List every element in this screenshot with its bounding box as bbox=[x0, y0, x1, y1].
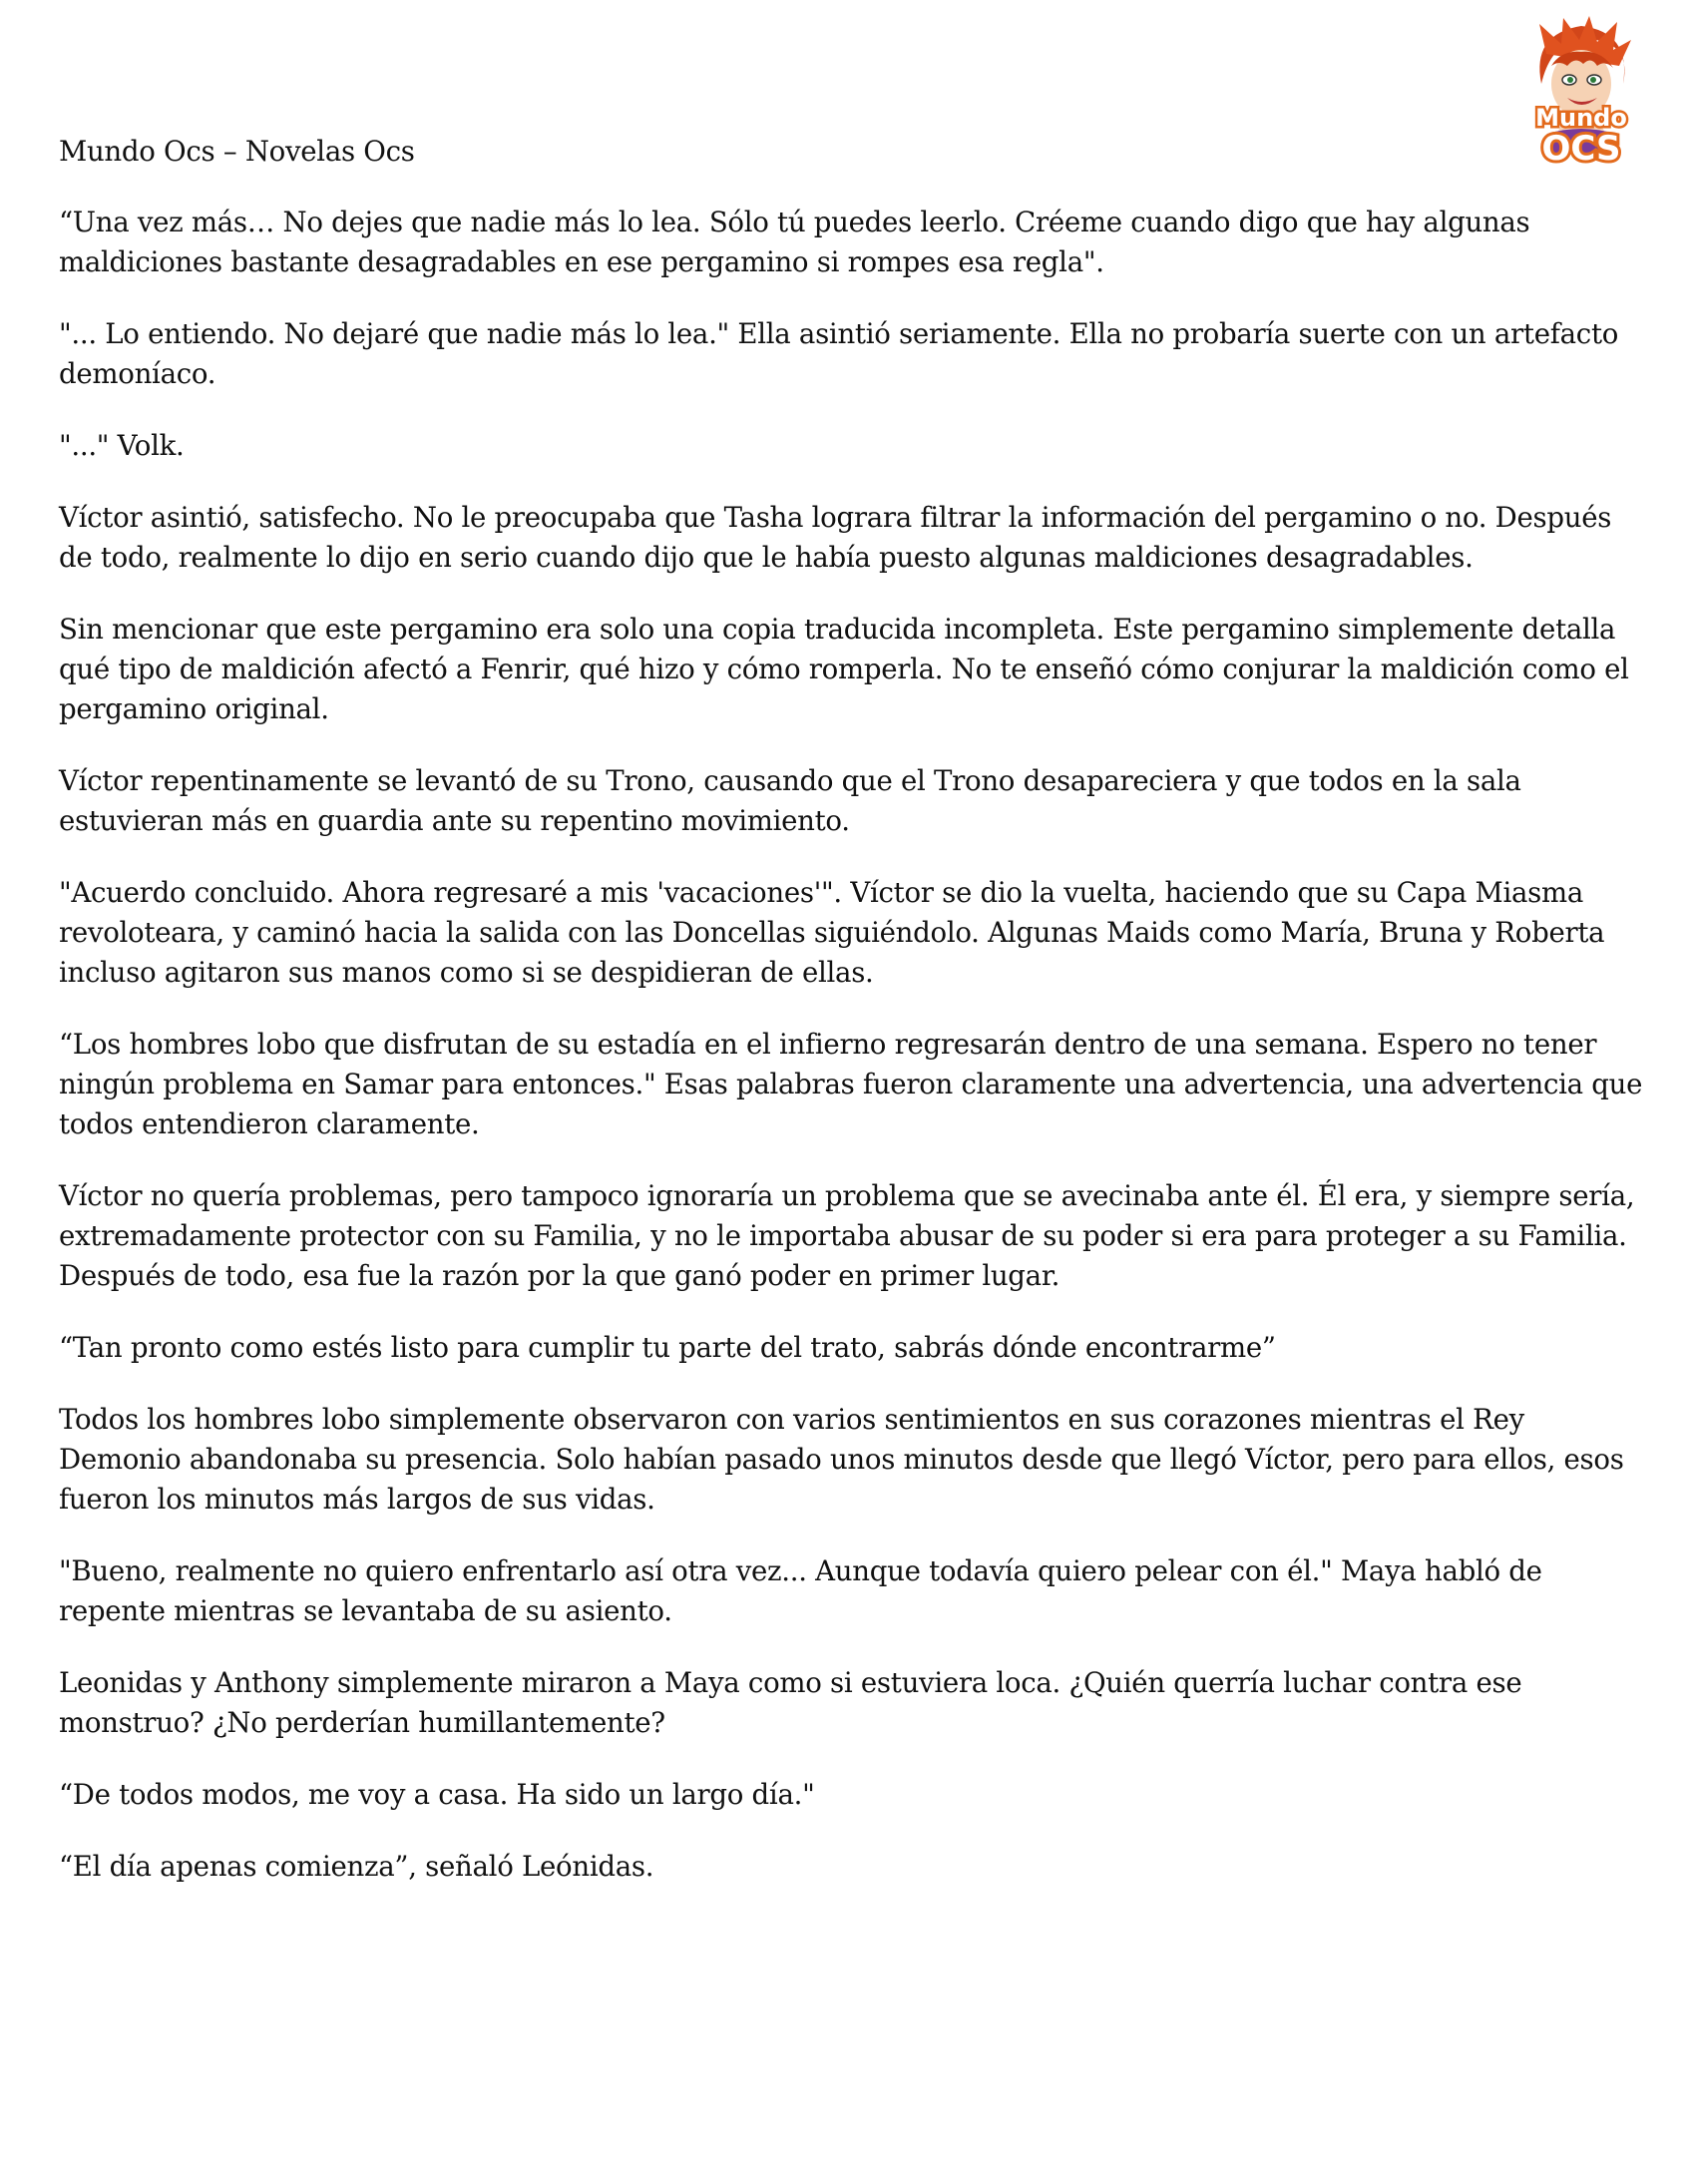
paragraph: “Tan pronto como estés listo para cumplir tu parte del trato, sabrás dónde encontrarme” bbox=[59, 1331, 1276, 1364]
logo-text-line2: OCS bbox=[1541, 129, 1621, 169]
document-body bbox=[59, 132, 1645, 1919]
paragraph: Sin mencionar que este pergamino era solo una copia traducida incompleta. Este pergamino simplemente detalla qué tipo de maldición afectó a Fenrir, qué hizo y cómo romperla. No te enseñó cómo conjurar la maldición como el pergamino original. bbox=[59, 613, 1629, 725]
paragraph: “El día apenas comienza”, señaló Leónidas. bbox=[59, 1850, 654, 1883]
paragraph: “De todos modos, me voy a casa. Ha sido un largo día." bbox=[59, 1778, 815, 1811]
paragraph: Víctor repentinamente se levantó de su Trono, causando que el Trono desapareciera y que todos en la sala estuvieran más en guardia ante su repentino movimiento. bbox=[59, 764, 1521, 837]
paragraph: “Una vez más… No dejes que nadie más lo lea. Sólo tú puedes leerlo. Créeme cuando digo que hay algunas maldiciones bastante desagradables en ese pergamino si rompes esa regla". bbox=[59, 206, 1530, 278]
paragraph: "Acuerdo concluido. Ahora regresaré a mis 'vacaciones'". Víctor se dio la vuelta, haciendo que su Capa Miasma revoloteara, y caminó hacia la salida con las Doncellas siguiéndolo. Algunas Maids como María, Bruna y Roberta incluso agitaron sus manos como si se despidieran de ellas. bbox=[59, 876, 1605, 989]
paragraph: Víctor asintió, satisfecho. No le preocupaba que Tasha lograra filtrar la información del pergamino o no. Después de todo, realmente lo dijo en serio cuando dijo que le había puesto algunas maldiciones desagradables. bbox=[59, 501, 1612, 574]
document-header: Mundo Ocs – Novelas Ocs bbox=[59, 135, 415, 168]
paragraph: “Los hombres lobo que disfrutan de su estadía en el infierno regresarán dentro de una semana. Espero no tener ningún problema en Samar para entonces." Esas palabras fueron claramente una advertencia, una advertencia que todos entendieron claramente. bbox=[59, 1028, 1643, 1140]
logo-text-line1: Mundo bbox=[1535, 104, 1627, 132]
paragraph: "Bueno, realmente no quiero enfrentarlo así otra vez... Aunque todavía quiero pelear con él." Maya habló de repente mientras se levantaba de su asiento. bbox=[59, 1554, 1542, 1627]
paragraph: "... Lo entiendo. No dejaré que nadie más lo lea." Ella asintió seriamente. Ella no probaría suerte con un artefacto demoníaco. bbox=[59, 317, 1619, 390]
paragraph: Todos los hombres lobo simplemente observaron con varios sentimientos en sus corazones mientras el Rey Demonio abandonaba su presencia. Solo habían pasado unos minutos desde que llegó Víctor, pero para ellos, esos fueron los minutos más largos de sus vidas. bbox=[59, 1403, 1624, 1516]
paragraph: Leonidas y Anthony simplemente miraron a Maya como si estuviera loca. ¿Quién querría luchar contra ese monstruo? ¿No perderían humillantemente? bbox=[59, 1666, 1522, 1739]
paragraph: "..." Volk. bbox=[59, 429, 185, 462]
paragraph: Víctor no quería problemas, pero tampoco ignoraría un problema que se avecinaba ante él. Él era, y siempre sería, extremadamente protector con su Familia, y no le importaba abusar de su poder si era para proteger a su Familia. Después de todo, esa fue la razón por la que ganó poder en primer lugar. bbox=[59, 1179, 1635, 1292]
